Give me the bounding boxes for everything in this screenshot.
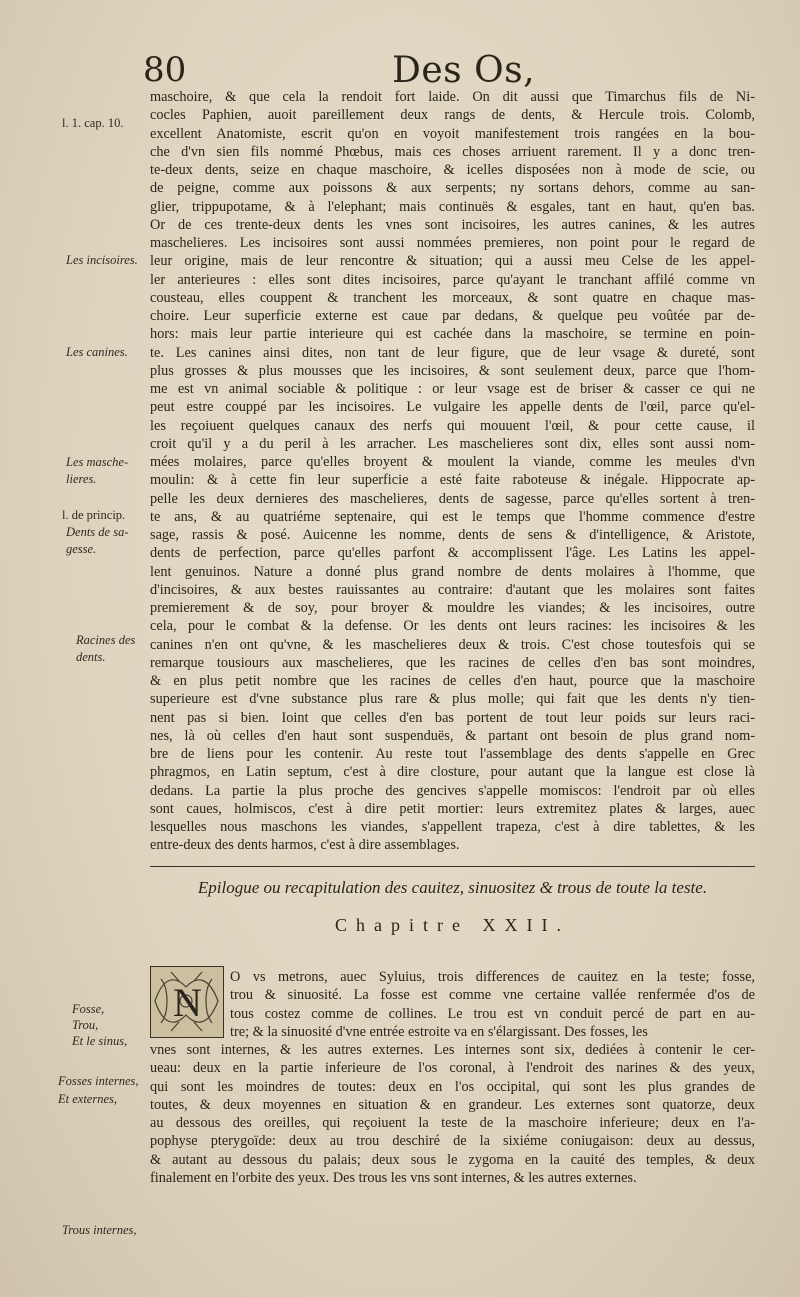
text-line: tre; & la sinuosité d'vne entrée estroite va en s'élargissant. Des fosses, les xyxy=(230,1023,648,1040)
text-line: pophyse pterygoïde: deux au trou deschiré de la sixiéme coniugaison: deux au dessus, xyxy=(150,1133,755,1150)
margin-note-fosse: Fosse, xyxy=(72,1002,105,1016)
text-line: phragmos, en Latin septum, c'est à dire closture, pour autant que la langue est close là xyxy=(150,764,755,781)
text-line: excellent Anatomiste, escrit qu'on en voyoit manifestement trois rangées en la bou- xyxy=(150,125,755,142)
text-line: pelle les deux dernieres des maschelieres, dents de sagesse, parce qu'elles sortent à tren- xyxy=(150,490,755,507)
margin-note-sagesse: gesse. xyxy=(66,542,97,556)
main-text-section xyxy=(150,88,755,855)
margin-note-racines: dents. xyxy=(76,650,106,664)
text-line: moulin: & à cette fin leur superficie a esté faite raboteuse & inégale. Hippocrate ap- xyxy=(150,472,755,489)
paragraph xyxy=(150,88,755,855)
text-line: te. Les canines ainsi dites, non tant de leur figure, que de leur vsage & dureté, sont xyxy=(150,344,755,361)
text-line: te-deux dents, seize en chaque maschoire, & icelles disposées non à mode de scie, ou xyxy=(150,162,755,178)
text-line: che d'vn sien fils nommé Phœbus, mais ces choses arriuent rarement. Il y a donc tren- xyxy=(150,143,755,160)
text-line: glier, trippupotame, & à l'elephant; mais continuës & esgales, tant en haut, qu'en bas. xyxy=(150,198,755,215)
page-number: 80 xyxy=(143,50,187,90)
text-line: toutes, & deux moyennes en situation & en grandeur. Les externes sont quatorze, deux xyxy=(150,1096,755,1113)
margin-note-racines: Racines des xyxy=(76,633,136,647)
text-line: lent genuinos. Nature a donné plus grand nombre de dents molaires à l'homme, que xyxy=(150,563,755,580)
text-line: de peigne, comme aux poissons & aux serpents; ny sortans dehors, comme au san- xyxy=(150,180,755,197)
text-line: te ans, & au quatriéme septenaire, qui est le temps que l'homme commence d'estre xyxy=(150,508,755,525)
text-line: plus grosses & plus mousses que les incisoires, & sont seulement deux, parce que l'hom- xyxy=(150,362,755,379)
text-line: me est vn animal sociable & politique : or leur vsage est de briser & casser ce qui ne xyxy=(150,381,755,397)
text-line: dents de perfection, parce qu'elles parfont & accomplissent l'âge. Les Latins les appel- xyxy=(150,545,755,562)
page-header xyxy=(0,50,800,90)
text-line: qui sont les moindres de toutes: deux en l'os occipital, qui sont les plus grandes de xyxy=(150,1078,755,1095)
text-line: au dessous des oreilles, qui reçoiuent la teste de la maschoire inferieure; deux en l'a- xyxy=(150,1115,755,1131)
running-title: Des Os, xyxy=(392,50,536,91)
text-line: remarque tousiours aux maschelieres, que les racines de celles d'en bas sont moindres, xyxy=(150,654,755,671)
text-line: finalement en l'orbite des yeux. Des trous les vns sont internes, & les autres externes. xyxy=(150,1169,637,1186)
chapter-text-section xyxy=(150,968,755,1187)
text-line: lesquelles nous maschons les viandes, s'appellent trapeza, c'est à dire tablettes, & les xyxy=(150,819,755,835)
text-line: superieure est d'vne substance plus rare & plus molle; qui fait que les dents n'y tien- xyxy=(150,691,755,708)
text-line: peut estre couppé par les incisoires. Le vulgaire les appelle dents de l'œil, parce qu'el- xyxy=(150,399,755,416)
text-line: dedans. La partie la plus proche des gencives s'appelle momiscos: l'endroit par où elles xyxy=(150,782,755,799)
text-line: ler anterieures : elles sont dites incisoires, parce qu'ayant le tranchant affilé comme vn xyxy=(150,271,755,288)
epilogue-title: Epilogue ou recapitulation des cauitez, sinuositez & trous de toute la teste. xyxy=(197,878,708,897)
paragraph xyxy=(150,1041,755,1187)
text-line: canines n'en ont qu'vne, & les maschelieres deux & trois. C'est chose toutesfois qui se xyxy=(150,636,755,653)
text-line: ueau: deux en la partie inferieure de l'os coronal, à l'endroit des narines & des yeux, xyxy=(150,1060,755,1077)
paragraph-opening xyxy=(230,968,755,1041)
margin-note-trous-internes: Trous internes, xyxy=(62,1223,137,1237)
text-line: bre de liens pour les contenir. Au reste tout l'assemblage des dents s'appelle en Grec xyxy=(150,746,755,762)
text-line: croit qu'il y a du peril à les arracher. Les maschelieres sont dix, elles sont aussi nom- xyxy=(150,435,755,452)
text-line: nes, là où celles d'en haut sont suspenduës, & partant ont besoin de plus grand nom- xyxy=(150,727,755,744)
text-line: vnes sont internes, & les autres externes. Les internes sont six, dediées à contenir le cer- xyxy=(150,1042,755,1058)
text-line: maschelieres. Les incisoires sont aussi nommées premieres, non point pour le regard de xyxy=(150,235,755,251)
margin-note-externes: Et externes, xyxy=(58,1092,118,1106)
margin-note-incisoires: Les incisoires. xyxy=(66,253,138,267)
section-divider xyxy=(150,866,755,867)
text-line: premierement & de soy, pour broyer & mouldre les viandes; & les incisoires, outre xyxy=(150,600,755,616)
text-line: maschoire, & que cela la rendoit fort laide. On dit aussi que Timarchus fils de Ni- xyxy=(150,89,755,105)
chapter-title: Chapitre XXII. xyxy=(335,915,570,935)
text-line: leur origine, mais de leur rencontre & situation; qui a aussi meu Celse de les appel- xyxy=(150,253,755,270)
margin-note-maschelieres: lieres. xyxy=(66,472,97,486)
text-line: d'incisoires, & aux bestes rauissantes au contraire: d'autant que les molaires sont faites xyxy=(150,581,755,598)
margin-note-maschelieres: Les masche- xyxy=(66,455,129,469)
text-line: les reçoiuent quelques canaux des nerfs qui mouuent l'œil, & pour cette cause, il xyxy=(150,417,755,434)
margin-note-reference: l. 1. cap. 10. xyxy=(62,116,124,130)
text-line: sont caues, holmiscos, c'est à dire petit mortier: leurs extremitez plates & larges, auec xyxy=(150,800,755,817)
text-line: trou & sinuosité. La fosse est comme vne certaine vallée renfermée d'os de xyxy=(230,987,755,1004)
text-line: choire. Leur superficie externe est caue par dedans, & quelque peu voûtée par de- xyxy=(150,308,755,324)
text-line: nent pas si bien. Ioint que celles d'en bas portent de tout leur poids sur leurs raci- xyxy=(150,709,755,726)
margin-note-reference: l. de princip. xyxy=(62,508,126,522)
text-line: mées molaires, parce qu'elles broyent & moulent la viande, comme les meules d'vn xyxy=(150,454,755,470)
margin-note-trou: Trou, xyxy=(72,1018,99,1032)
text-line: sage, rassis & posé. Auicenne les nomme, dents de sens & d'intelligence, & Aristote, xyxy=(150,527,755,543)
text-line: & autant au dessous du palais; deux sous le zygoma en la cauité des temples, & deux xyxy=(150,1151,755,1168)
text-line: hors: mais leur partie interieure qui est cachée dans la maschoire, se termine en poin- xyxy=(150,326,755,343)
margin-note-sinus: Et le sinus, xyxy=(72,1034,128,1048)
text-line: cousteau, elles couppent & tranchent les morceaux, & sont quatre en chaque mas- xyxy=(150,289,755,306)
text-line: cocles Paphien, auoit pareillement deux rangs de dents, & Hercule trois. Colomb, xyxy=(150,107,755,124)
margin-note-canines: Les canines. xyxy=(66,345,128,359)
text-line: cela, pour le combat & la defense. Or les dents ont leurs racines: les incisoires & les xyxy=(150,618,755,635)
margin-note-sagesse: Dents de sa- xyxy=(66,525,129,539)
text-line: entre-deux des dents harmos, c'est à dire assemblages. xyxy=(150,837,460,854)
drop-initial: N xyxy=(173,980,202,1025)
text-line: & en plus petit nombre que les racines de celles d'en haut, pource que la maschoire xyxy=(150,673,755,689)
text-line: O vs metrons, auec Syluius, trois differences de cauitez en la teste; fosse, xyxy=(230,969,755,985)
text-line: Or de ces trente-deux dents les vnes sont incisoires, les autres canines, & les autres xyxy=(150,216,755,233)
margin-note-fosses-internes: Fosses internes, xyxy=(58,1074,139,1088)
text-line: tous costez comme de collines. Le trou est vn conduit percé de part en au- xyxy=(230,1005,755,1022)
